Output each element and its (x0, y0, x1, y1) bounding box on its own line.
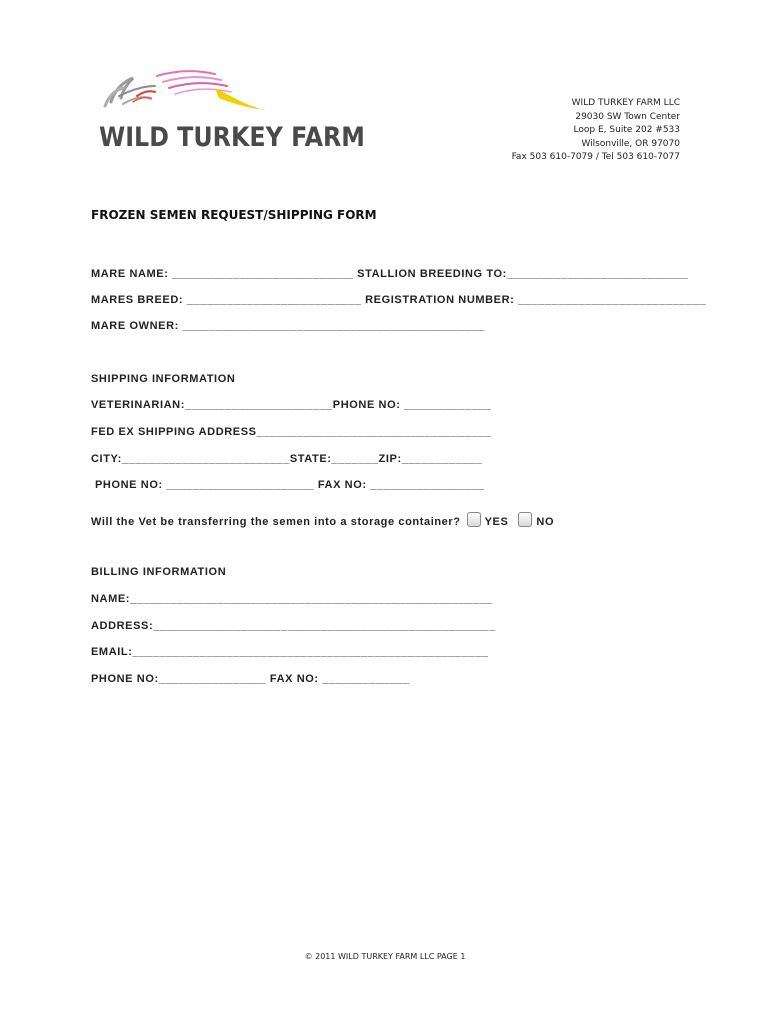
mare-name-stallion-field[interactable]: MARE NAME: ___________________________ STALLION BREEDING TO:___________________________ (91, 268, 689, 280)
billing-phone-fax-field[interactable]: PHONE NO:________________ FAX NO: _____________ (91, 673, 410, 685)
company-logo (97, 66, 365, 161)
fedex-address-field[interactable]: FED EX SHIPPING ADDRESS___________________________________ (91, 426, 492, 438)
form-title: FROZEN SEMEN REQUEST/SHIPPING FORM (91, 208, 377, 222)
billing-address-field[interactable]: ADDRESS:___________________________________________________ (91, 620, 496, 632)
yes-label: YES (484, 516, 509, 528)
address-line: 29030 SW Town Center (575, 111, 680, 122)
mare-owner-field[interactable]: MARE OWNER: _____________________________________________ (91, 320, 485, 332)
address-line: Fax 503 610-7079 / Tel 503 610-7077 (511, 152, 680, 162)
logo-wordmark: WILD TURKEY FARM (99, 122, 365, 153)
mares-breed-registration-field[interactable]: MARES BREED: __________________________ REGISTRATION NUMBER: ____________________________ (91, 294, 707, 306)
yes-checkbox[interactable] (467, 512, 481, 527)
no-label: NO (536, 516, 555, 528)
address-line: Wilsonville, OR 97070 (581, 138, 680, 149)
billing-heading: BILLING INFORMATION (91, 566, 227, 578)
city-state-zip-field[interactable]: CITY:_________________________STATE:_______ZIP:____________ (91, 453, 483, 465)
address-line: WILD TURKEY FARM LLC (571, 98, 680, 108)
question-text: Will the Vet be transferring the semen into a storage container? (91, 516, 461, 528)
shipping-heading: SHIPPING INFORMATION (91, 373, 236, 385)
storage-container-question (91, 512, 554, 528)
no-checkbox[interactable] (518, 512, 532, 527)
billing-name-field[interactable]: NAME:______________________________________________________ (91, 593, 493, 605)
horse-mane-logo-icon (97, 66, 277, 126)
page-footer: © 2011 WILD TURKEY FARM LLC PAGE 1 (304, 952, 466, 961)
company-address-block (512, 97, 680, 165)
shipping-phone-fax-field[interactable]: PHONE NO: ______________________ FAX NO: _________________ (95, 479, 485, 491)
billing-email-field[interactable]: EMAIL:_____________________________________________________ (91, 646, 489, 658)
veterinarian-phone-field[interactable]: VETERINARIAN:______________________PHONE NO: _____________ (91, 399, 492, 411)
address-line: Loop E, Suite 202 #533 (573, 125, 680, 135)
